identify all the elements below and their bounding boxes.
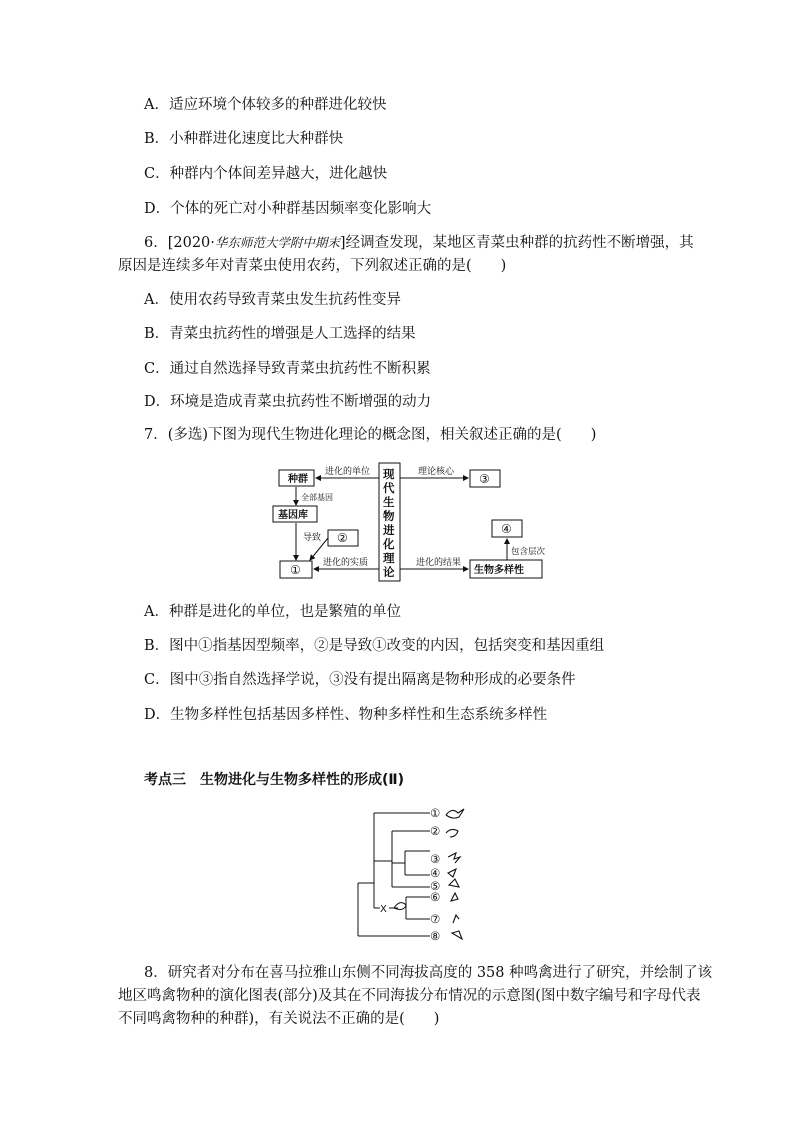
label-cause: 导致 — [303, 533, 322, 543]
label-unit: 进化的单位 — [325, 467, 371, 477]
label-levels: 包含层次 — [511, 547, 546, 557]
q7-option-d: D．生物多样性包括基因多样性、物种多样性和生态系统多样性 — [144, 707, 548, 723]
box-4-text: ④ — [501, 522, 512, 536]
beak-3-icon — [448, 853, 460, 863]
box-genepool-text: 基因库 — [278, 510, 308, 521]
section-title: 考点三 生物进化与生物多样性的形成(Ⅱ) — [144, 772, 405, 788]
label-result: 进化的结果 — [416, 558, 462, 568]
center-char-8: 论 — [383, 565, 395, 579]
center-char-7: 理 — [383, 551, 395, 565]
phylo-tree — [350, 803, 480, 948]
q7-option-b: B．图中①指基因型频率，②是导致①改变的内因，包括突变和基因重组 — [144, 638, 605, 654]
beak-4-icon — [448, 869, 456, 877]
q5-option-b: B．小种群进化速度比大种群快 — [144, 131, 344, 147]
box-1-text: ① — [290, 563, 301, 577]
beak-8-icon — [452, 931, 462, 939]
tip-3: ③ — [430, 852, 441, 866]
q7-stem: 7．(多选)下图为现代生物进化理论的概念图，相关叙述正确的是( ) — [144, 427, 597, 443]
box-2-text: ② — [337, 531, 348, 545]
box-3-text: ③ — [479, 472, 490, 486]
tip-7: ⑦ — [430, 912, 441, 926]
box-biodiversity-text: 生物多样性 — [474, 565, 524, 576]
tip-8: ⑧ — [430, 929, 441, 943]
beak-1-icon — [446, 809, 464, 818]
x-node-label: X — [380, 904, 387, 915]
label-allgenes: 全部基因 — [301, 493, 333, 502]
q5-option-c: C．种群内个体间差异越大，进化越快 — [144, 166, 388, 182]
center-char-6: 化 — [383, 537, 395, 551]
beak-5-icon — [449, 879, 459, 887]
q6-option-b: B．青菜虫抗药性的增强是人工选择的结果 — [144, 326, 416, 342]
center-char-1: 现 — [383, 467, 395, 481]
label-core: 理论核心 — [418, 467, 455, 477]
q6-stem-line1 — [144, 233, 694, 253]
center-char-4: 物 — [383, 509, 395, 523]
tip-2: ② — [430, 824, 441, 838]
q6-stem-line2: 原因是连续多年对青菜虫使用农药，下列叙述正确的是( ) — [118, 258, 507, 274]
center-char-5: 进 — [383, 523, 395, 537]
beak-7-icon — [453, 915, 459, 923]
q8-line2: 地区鸣禽物种的演化图表(部分)及其在不同海拔分布情况的示意图(图中数字编号和字母代表 — [118, 988, 701, 1004]
q8-line1: 8．研究者对分布在喜马拉雅山东侧不同海拔高度的 358 种鸣禽进行了研究，并绘制了该 — [144, 965, 713, 981]
tip-6: ⑥ — [430, 890, 441, 904]
q8-line3: 不同鸣禽物种的种群)，有关说法不正确的是( ) — [118, 1011, 440, 1027]
q7-option-c: C．图中③指自然选择学说，③没有提出隔离是物种形成的必要条件 — [144, 672, 576, 688]
center-char-2: 代 — [383, 481, 395, 495]
q5-option-a: A．适应环境个体较多的种群进化较快 — [144, 97, 387, 113]
tip-1: ① — [430, 806, 441, 820]
tip-4: ④ — [430, 866, 441, 880]
x-node-bird-icon — [394, 903, 406, 910]
q7-option-a: A．种群是进化的单位，也是繁殖的单位 — [144, 604, 401, 620]
q6-source: 华东师范大学附中期末 — [214, 235, 340, 250]
center-char-3: 生 — [383, 495, 395, 509]
q6-prefix: 6．[2020· — [144, 235, 215, 251]
q6-stem-rest: ]经调查发现，某地区青菜虫种群的抗药性不断增强，其 — [339, 235, 694, 251]
box-population-text: 种群 — [288, 474, 308, 485]
label-essence: 进化的实质 — [323, 558, 369, 568]
beak-2-icon — [446, 829, 458, 837]
tip-5: ⑤ — [430, 879, 441, 893]
concept-diagram — [270, 460, 560, 585]
q6-option-a: A．使用农药导致青菜虫发生抗药性变异 — [144, 292, 401, 308]
q6-option-d: D．环境是造成青菜虫抗药性不断增强的动力 — [144, 394, 432, 410]
q6-option-c: C．通过自然选择导致青菜虫抗药性不断积累 — [144, 361, 431, 377]
q5-option-d: D．个体的死亡对小种群基因频率变化影响大 — [144, 201, 432, 217]
beak-6-icon — [451, 893, 458, 901]
